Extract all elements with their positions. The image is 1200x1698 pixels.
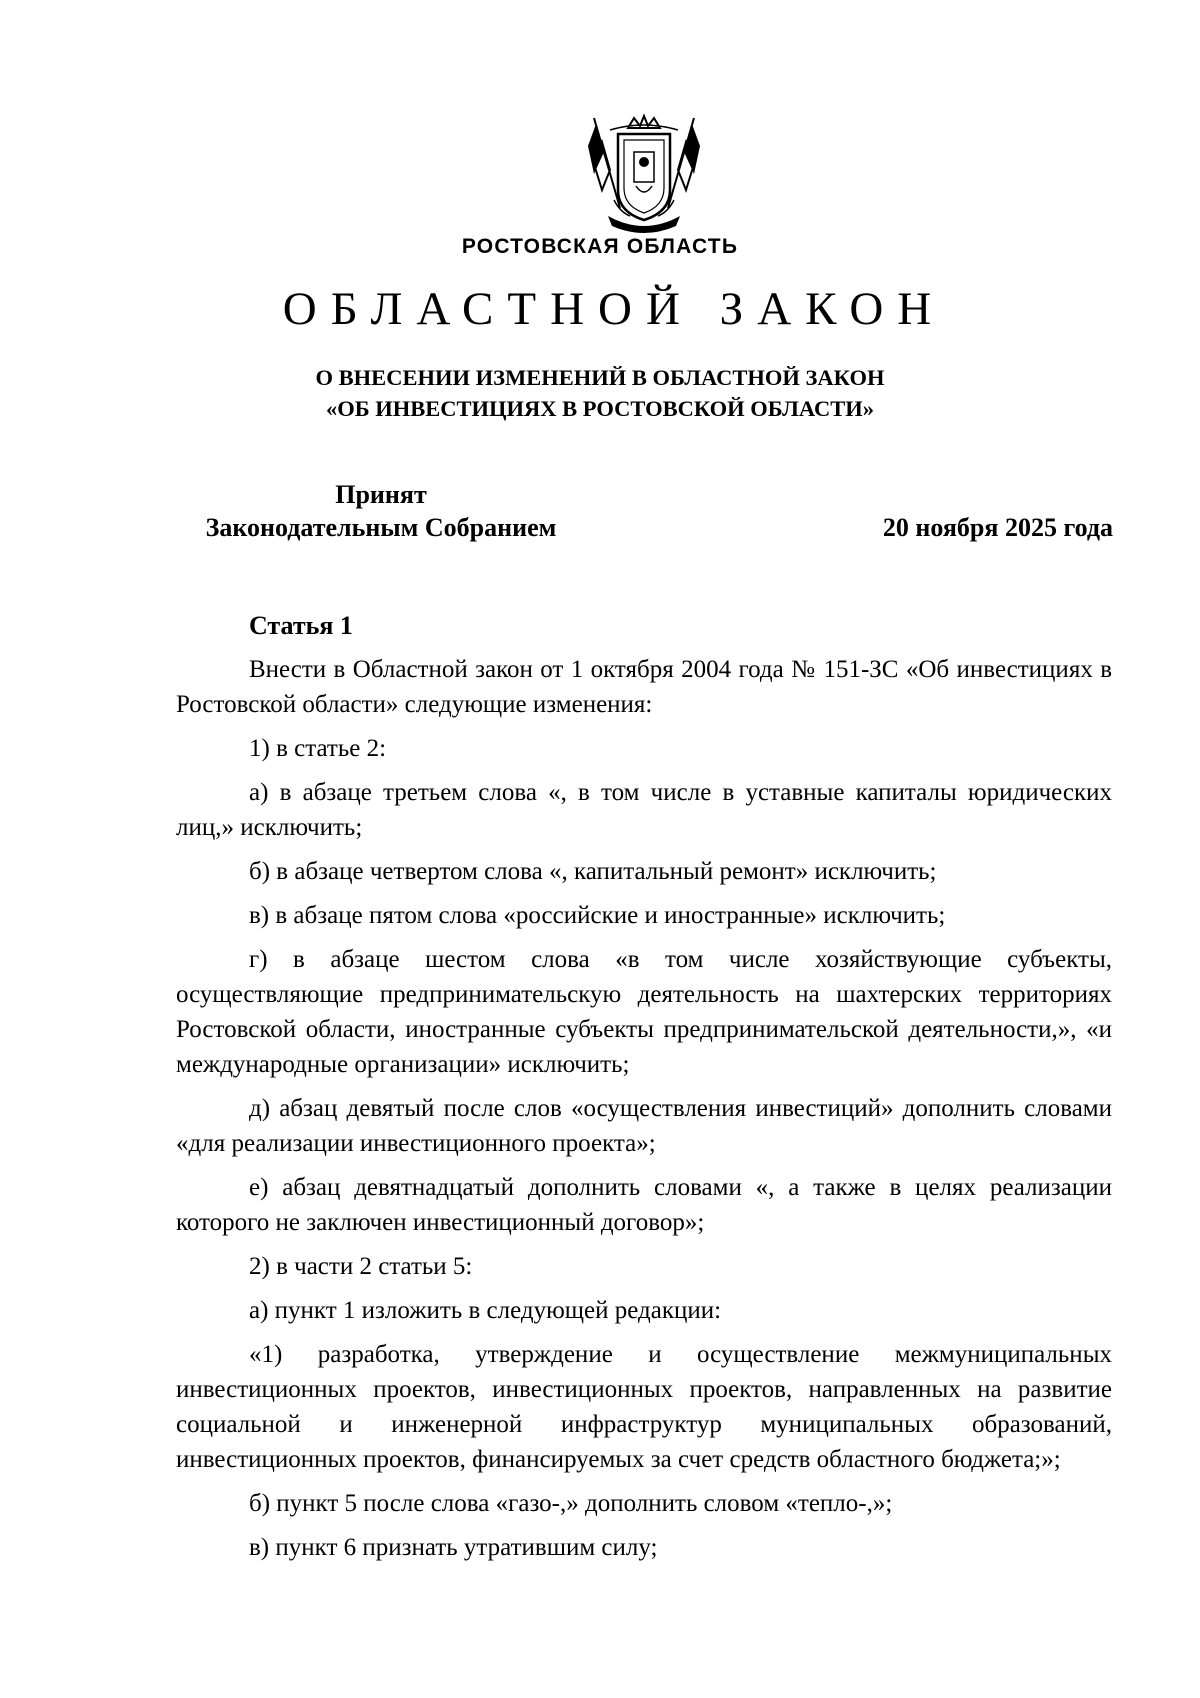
article-paragraph: в) пункт 6 признать утратившим силу; <box>249 1534 658 1561</box>
adoption-line-2: Законодательным Собранием <box>205 513 557 542</box>
adoption-date: 20 ноября 2025 года <box>882 513 1113 542</box>
region-name: РОСТОВСКАЯ ОБЛАСТЬ <box>461 235 739 258</box>
law-subject <box>0 362 1200 424</box>
article-body <box>176 652 1112 1574</box>
law-subject-line-2: «ОБ ИНВЕСТИЦИЯХ В РОСТОВСКОЙ ОБЛАСТИ» <box>326 396 874 421</box>
article-paragraph: в) в абзаце пятом слова «российские и иностранные» исключить; <box>249 902 946 929</box>
article-paragraph: е) абзац девятнадцатый дополнить словами «, а также в целях реализации которого не заключен инвестиционный договор»; <box>176 1174 1112 1236</box>
article-paragraph: «1) разработка, утверждение и осуществление межмуниципальных инвестиционных проектов, инвестиционных проектов, направленных на развитие социальной и инженерной инфраструктур муниципальных образований, инвестиционных проектов, финансируемых за счет средств областного бюджета;»; <box>176 1341 1112 1473</box>
article-paragraph: г) в абзаце шестом слова «в том числе хозяйствующие субъекты, осуществляющие предпринимательскую деятельность на шахтерских территориях Ростовской области, иностранные субъекты предпринимательской деятельности,», «и международные организации» исключить; <box>176 946 1112 1078</box>
article-paragraph: б) пункт 5 после слова «газо-,» дополнить словом «тепло-,»; <box>249 1490 893 1517</box>
article-paragraph: Внести в Областной закон от 1 октября 2004 года № 151-ЗС «Об инвестициях в Ростовской области» следующие изменения: <box>176 656 1112 718</box>
article-paragraph: д) абзац девятый после слов «осуществления инвестиций» дополнить словами «для реализации инвестиционного проекта»; <box>176 1095 1112 1157</box>
article-paragraph: а) пункт 1 изложить в следующей редакции: <box>249 1297 722 1324</box>
article-paragraph: б) в абзаце четвертом слова «, капитальный ремонт» исключить; <box>249 858 937 885</box>
adoption-body <box>176 478 586 544</box>
adoption-line-1: Принят <box>335 480 427 509</box>
law-subject-line-1: О ВНЕСЕНИИ ИЗМЕНЕНИЙ В ОБЛАСТНОЙ ЗАКОН <box>315 365 885 390</box>
article-paragraph: 1) в статье 2: <box>249 735 387 762</box>
article-heading: Статья 1 <box>249 611 353 640</box>
article-paragraph: а) в абзаце третьем слова «, в том числе в уставные капиталы юридических лиц,» исключить; <box>176 779 1112 841</box>
coat-of-arms-icon <box>580 112 708 240</box>
law-type-title: ОБЛАСТНОЙ ЗАКОН <box>282 283 946 335</box>
article-paragraph: 2) в части 2 статьи 5: <box>249 1253 473 1280</box>
